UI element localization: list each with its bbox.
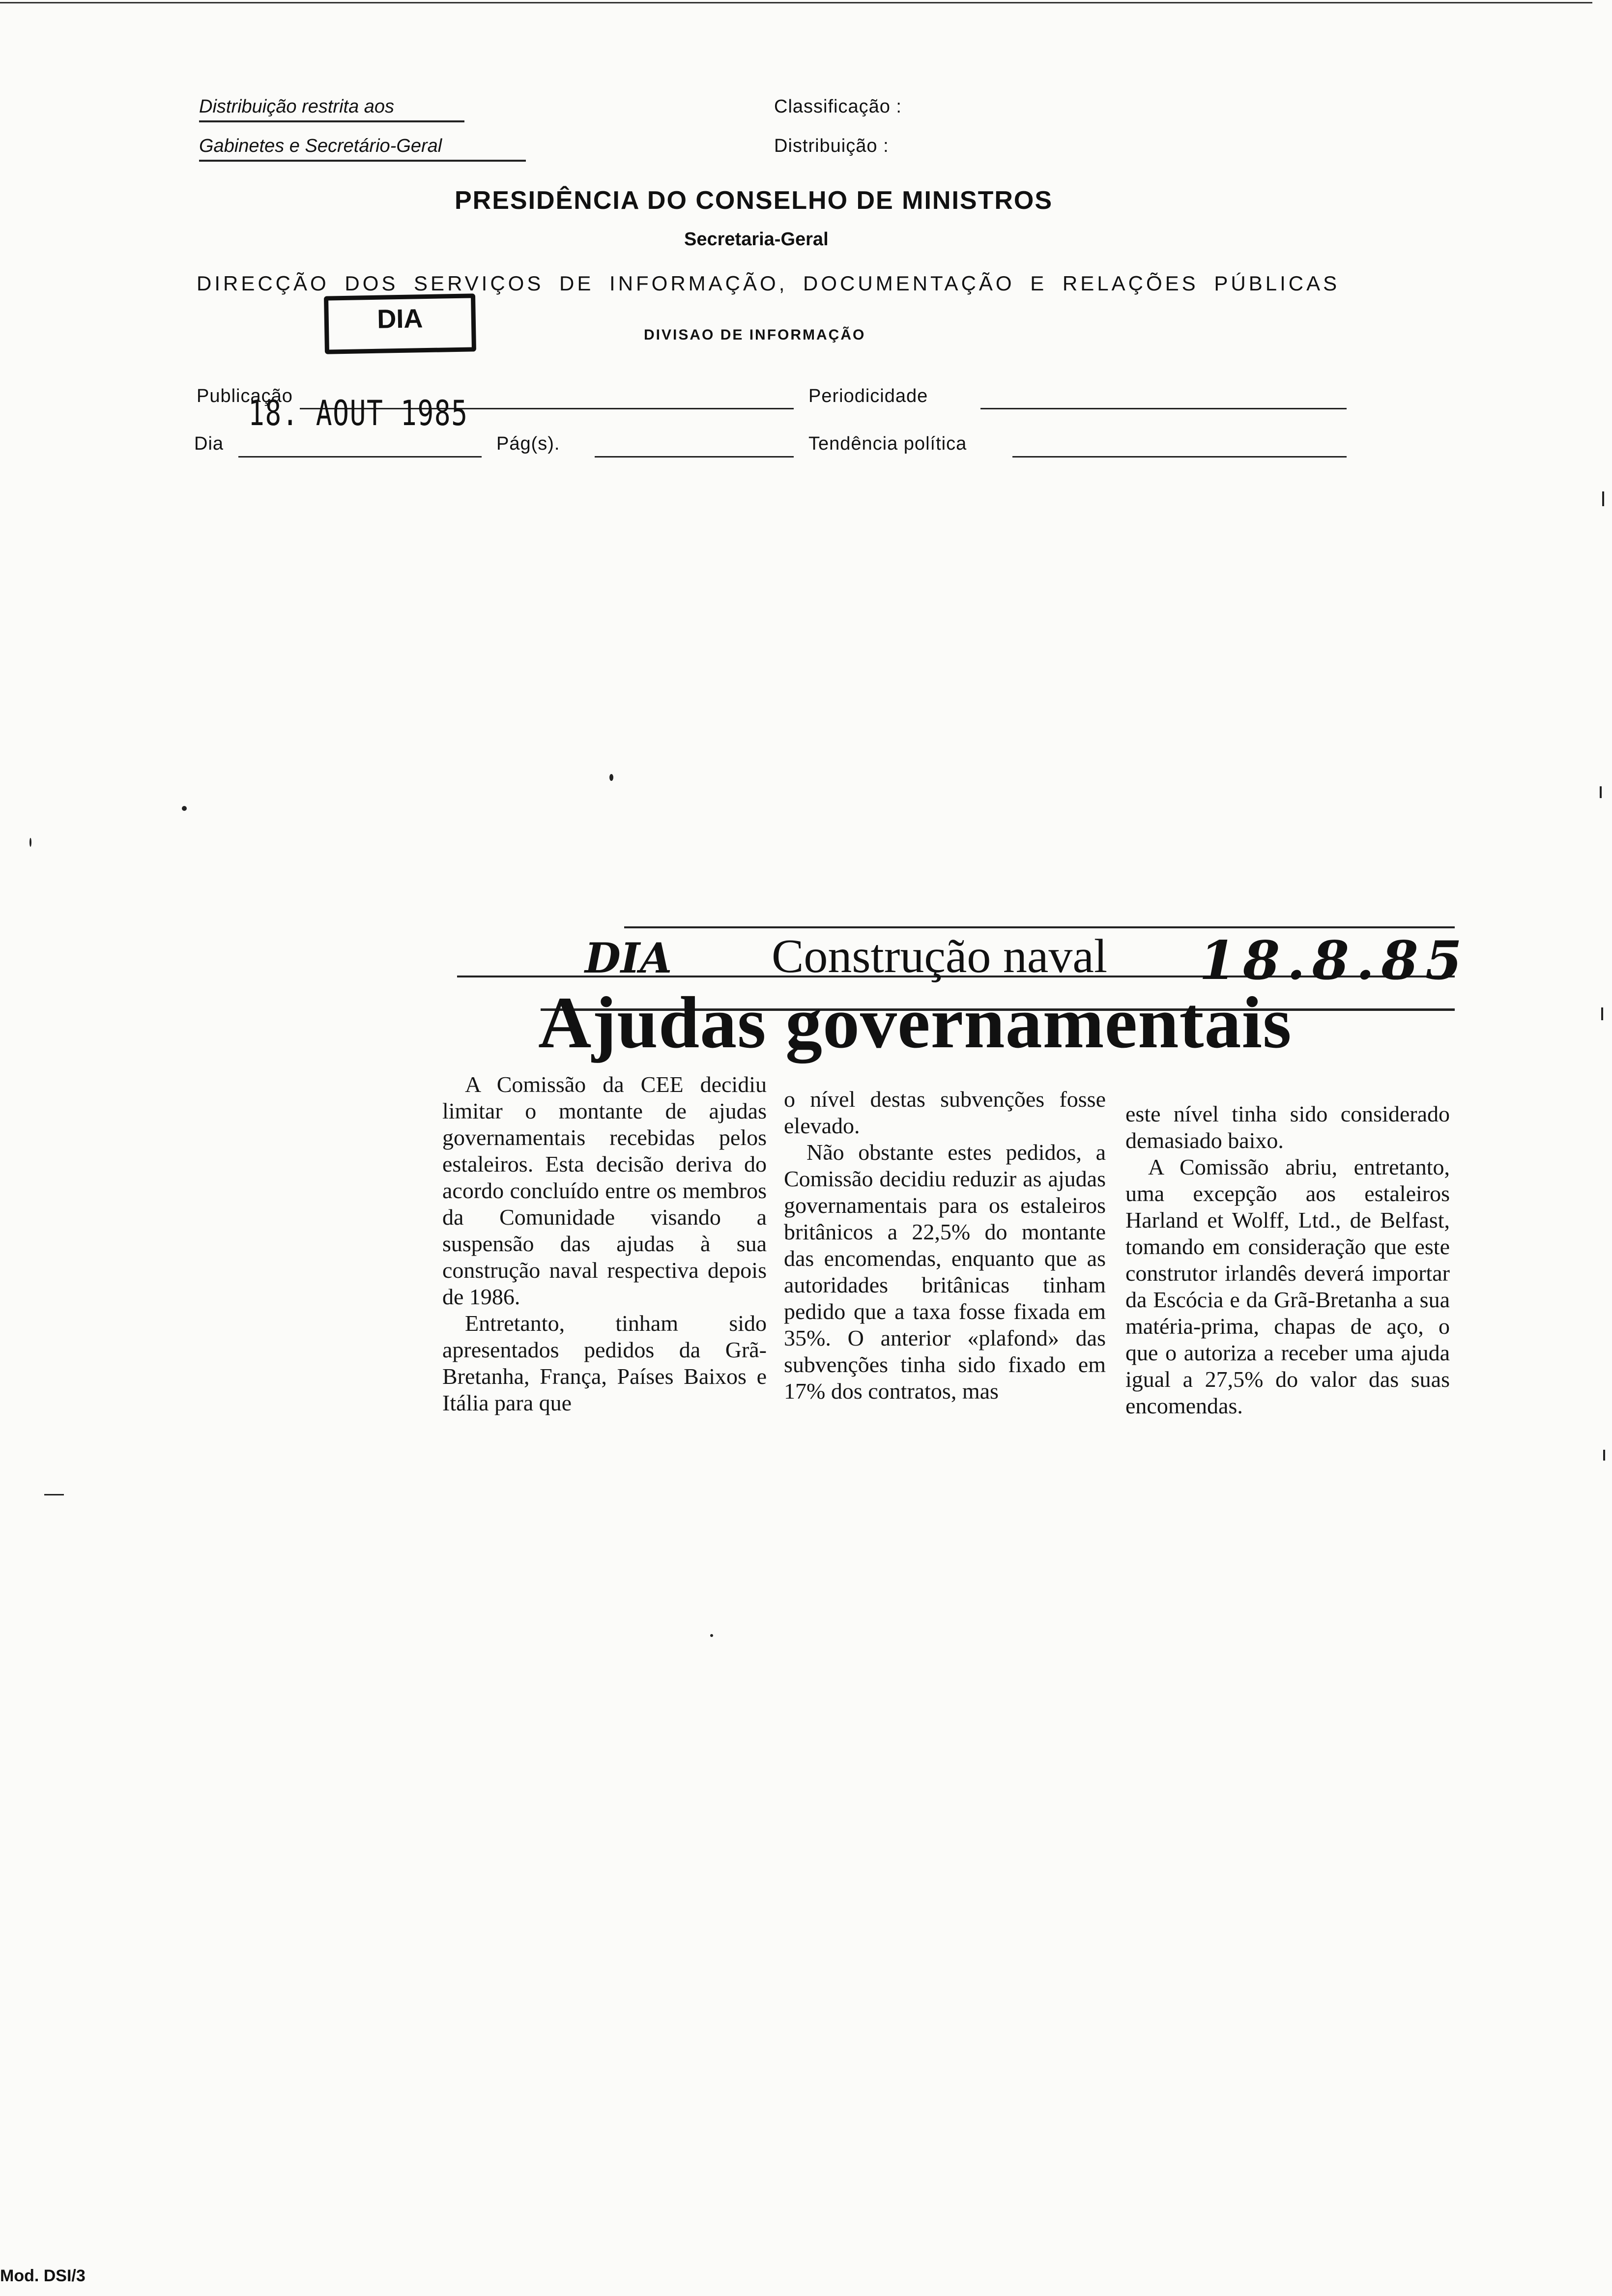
divisao-informacao: DIVISAO DE INFORMAÇÃO [644,327,866,343]
ministry-title: PRESIDÊNCIA DO CONSELHO DE MINISTROS [455,186,1053,215]
date-stamp: 18. AOUT 1985 [248,393,468,433]
source-stamp-text: DIA [376,304,423,334]
section-kicker: Construção naval [772,930,1108,983]
article-paragraph: Entretanto, tinham sido apresentados pedidos da Grã-Bretanha, França, Países Baixos e Itália para que [442,1311,767,1415]
clipping-top-rule [624,926,1455,928]
tendencia-fill-line [1012,456,1347,458]
article-paragraph: este nível tinha sido considerado demasiado baixo. [1125,1101,1450,1153]
direccao-line: DIRECÇÃO DOS SERVIÇOS DE INFORMAÇÃO, DOCUMENTAÇÃO E RELAÇÕES PÚBLICAS [197,272,1340,295]
model-code: Mod. DSI/3 [0,2267,86,2285]
periodicidade-label: Periodicidade [808,386,928,406]
headline: Ajudas governamentais [538,982,1292,1063]
article-paragraph: o nível destas subvenções fosse elevado. [784,1087,1106,1138]
dia-fill-line [238,456,482,458]
restricted-distribution-line2: Gabinetes e Secretário-Geral [199,136,526,162]
dia-label: Dia [194,433,224,454]
classificacao-label: Classificação : [774,96,902,117]
article-paragraph: Não obstante estes pedidos, a Comissão decidiu reduzir as ajudas governamentais para os estaleiros britânicos a 22,5% do montante das encomendas, enquanto que as autoridades britânicas tinham pedido que a taxa fosse fixada em 35%. O anterior «plafond» das subvenções tinha sido fixado em 17% dos contratos, mas [784,1140,1106,1404]
article-paragraph: A Comissão abriu, entretanto, uma excepção aos estaleiros Harland et Wolff, Ltd., de Belfast, tomando em consideração que este construtor irlandês deverá importar da Escócia e da Grã-Bretanha a sua matéria-prima, chapas de aço, o que o autoriza a receber uma ajuda igual a 27,5% do valor das suas encomendas. [1125,1154,1450,1418]
article-column-1 [442,1071,767,1416]
secretaria-geral: Secretaria-Geral [684,229,829,250]
restricted-distribution-line1: Distribuição restrita aos [199,96,464,122]
handwritten-source: DIA [585,934,672,982]
distribuicao-label: Distribuição : [774,136,889,156]
pags-label: Pág(s). [496,433,560,454]
periodicidade-fill-line [980,408,1347,409]
article-paragraph: A Comissão da CEE decidiu limitar o montante de ajudas governamentais recebidas pelos estaleiros. Esta decisão deriva do acordo concluído entre os membros da Comunidade visando a suspensão das ajudas à sua construção naval respectiva depois de 1986. [442,1072,767,1309]
tendencia-label: Tendência política [808,433,967,454]
publicacao-label: Publicação [197,386,293,406]
top-edge-line [0,2,1592,3]
pags-fill-line [595,456,794,458]
article-column-2 [784,1086,1106,1405]
source-stamp [324,293,476,354]
article-column-3 [1125,1101,1450,1419]
handwritten-date: 18.8.85 [1199,930,1469,992]
